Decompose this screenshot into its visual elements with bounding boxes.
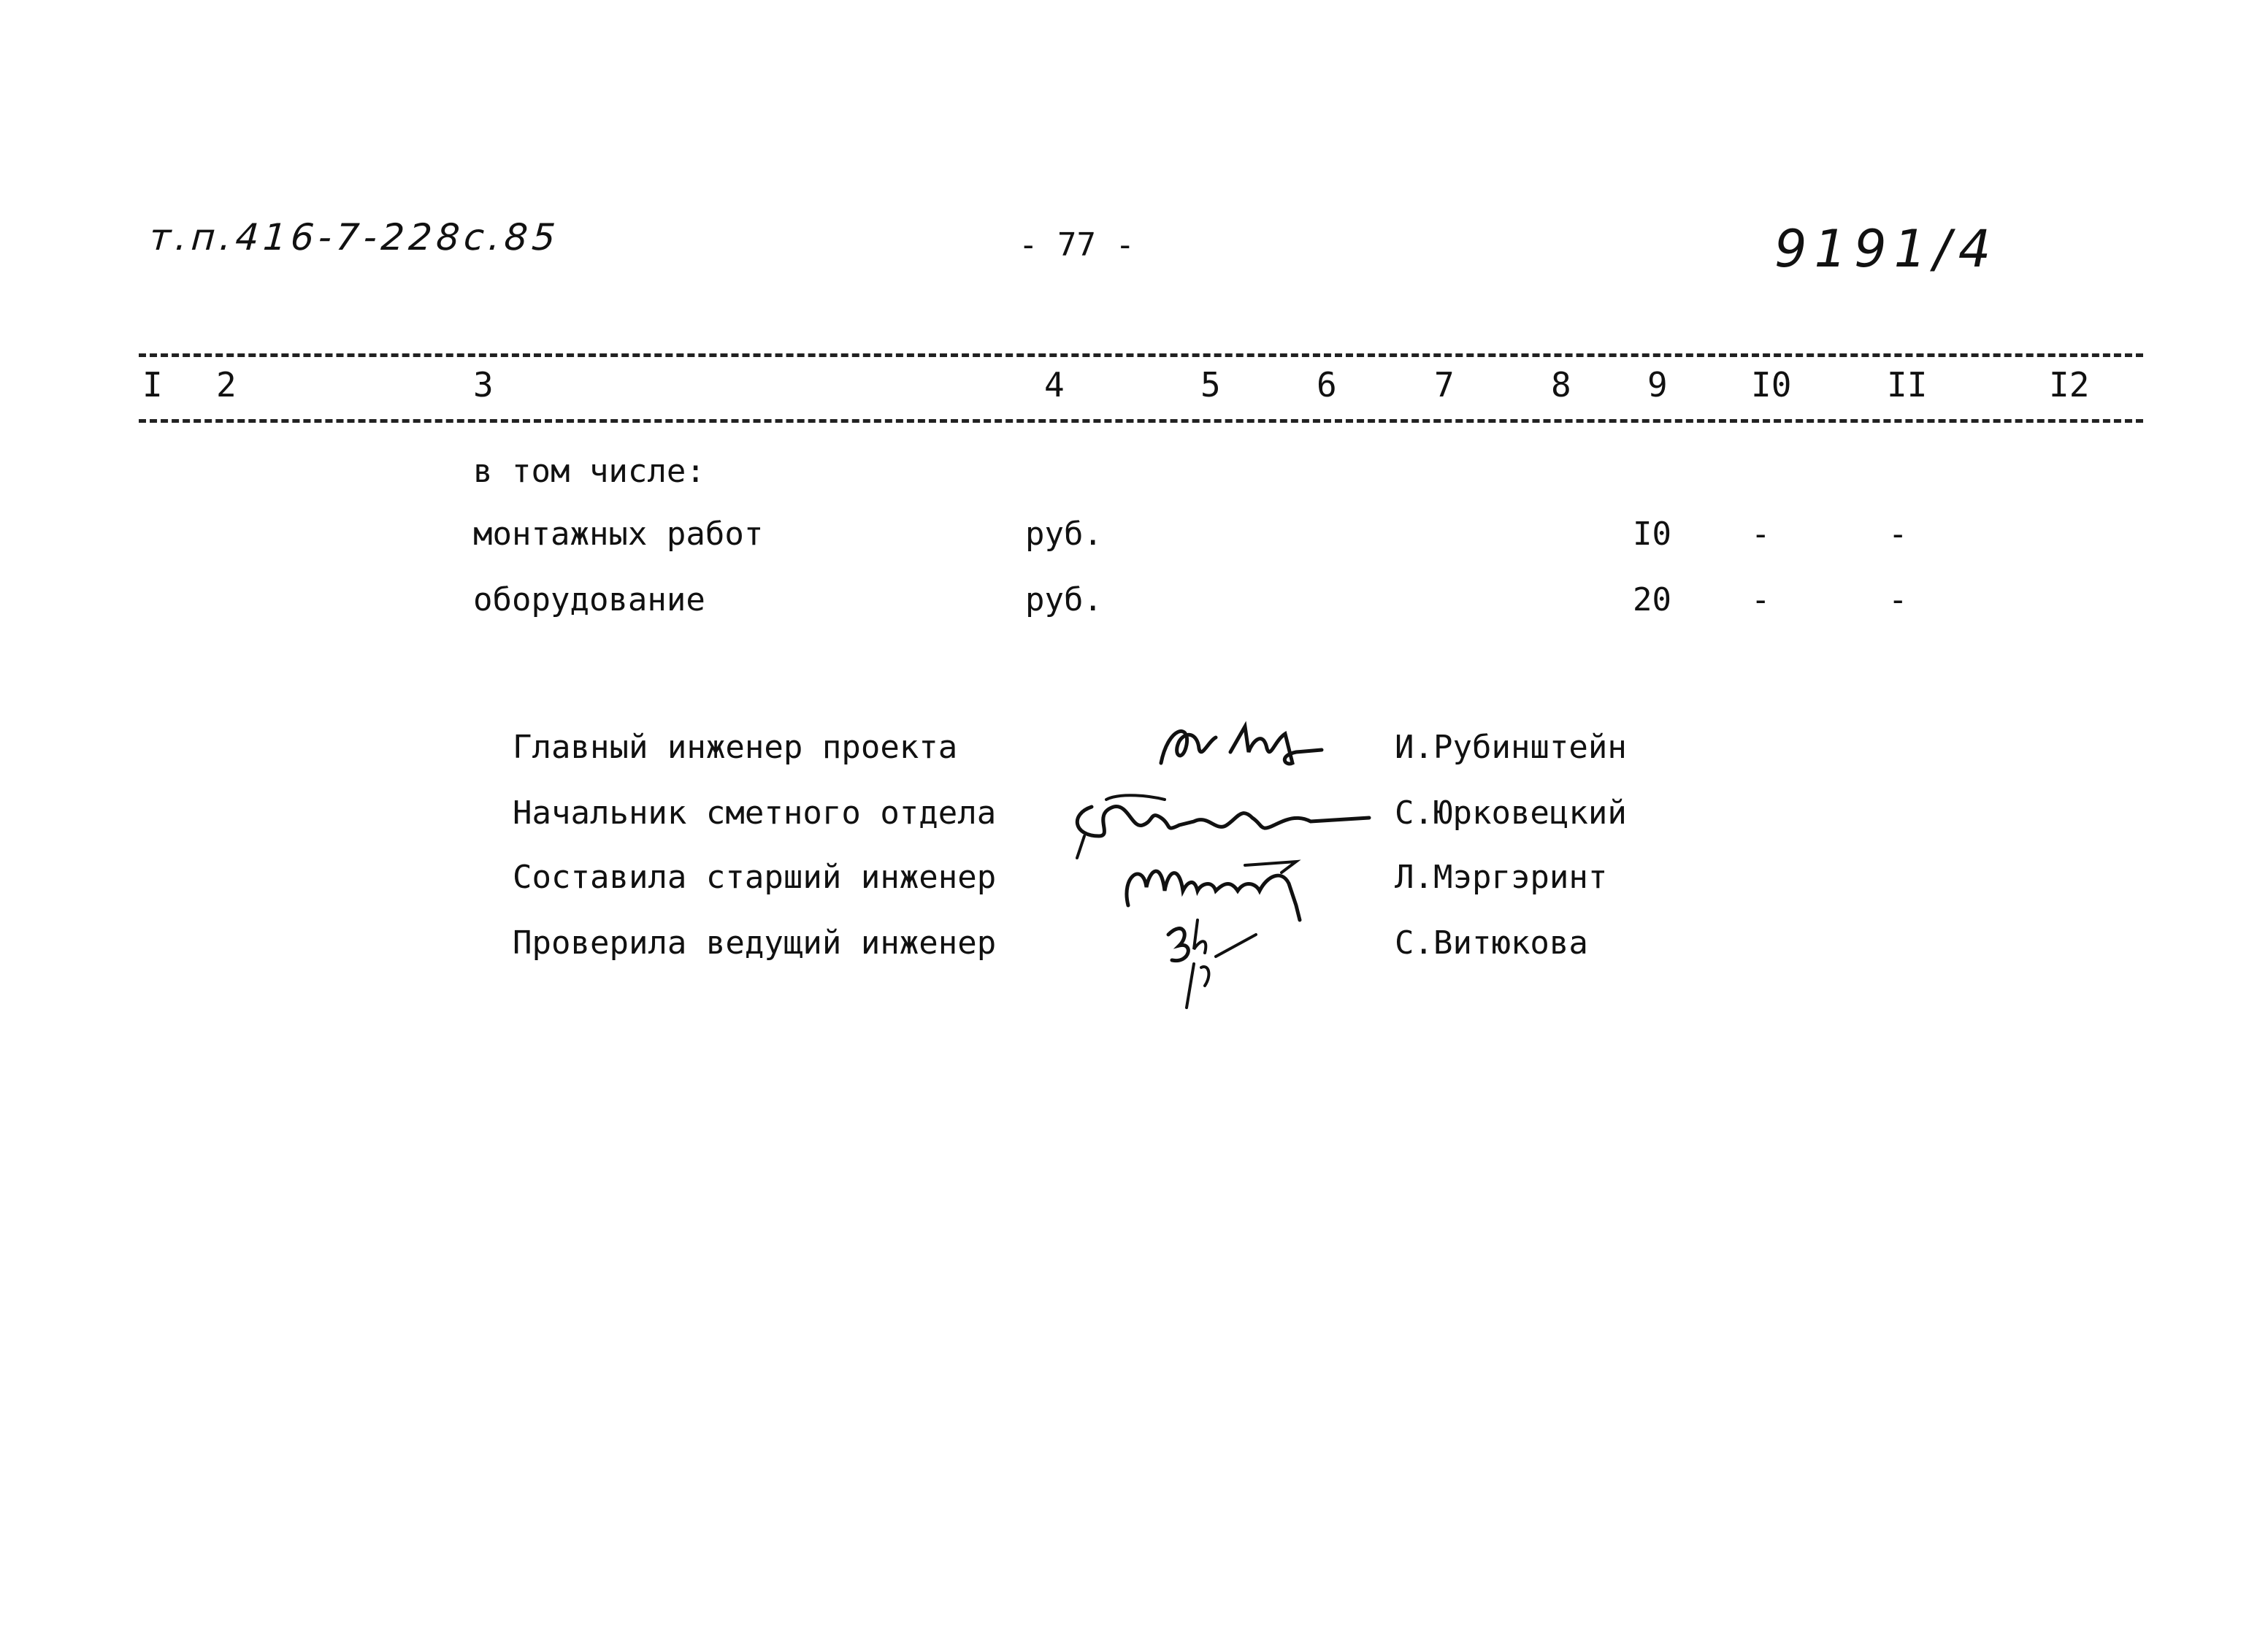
row-col10: - xyxy=(1751,515,1771,553)
column-header-10: I0 xyxy=(1751,365,1792,405)
handwritten-signature xyxy=(1154,905,1300,1015)
column-header-9: 9 xyxy=(1647,365,1668,405)
column-header-12: I2 xyxy=(2049,365,2090,405)
row-col11: - xyxy=(1888,581,1908,618)
document-code: т.п.416-7-228с.85 xyxy=(148,216,562,258)
document-number: 9191/4 xyxy=(1774,219,1999,279)
column-header-1: I xyxy=(142,365,163,405)
column-header-4: 4 xyxy=(1044,365,1065,405)
signatory-name-rubinshtein: И.Рубинштейн xyxy=(1395,729,1627,766)
column-header-11: II xyxy=(1887,365,1928,405)
signatory-name-margarint: Л.Мэргэринт xyxy=(1395,859,1608,896)
signatory-name-yurkovetsky: С.Юрковецкий xyxy=(1395,794,1627,832)
table-header-bottom-rule xyxy=(139,419,2143,423)
subheading-including: в том числе: xyxy=(473,453,705,490)
column-header-7: 7 xyxy=(1434,365,1455,405)
page-number: - 77 - xyxy=(1019,226,1135,264)
signatory-name-vityukova: С.Витюкова xyxy=(1395,924,1588,962)
row-unit: руб. xyxy=(1025,581,1103,618)
row-name: оборудование xyxy=(473,581,705,618)
row-unit: руб. xyxy=(1025,515,1103,553)
column-header-3: 3 xyxy=(473,365,494,405)
signatory-title-chief-engineer: Главный инженер проекта xyxy=(513,729,958,766)
row-col9: 20 xyxy=(1633,581,1671,618)
row-col10: - xyxy=(1751,581,1771,618)
column-header-2: 2 xyxy=(216,365,237,405)
row-col9: I0 xyxy=(1633,515,1671,553)
signatory-title-senior-engineer: Составила старший инженер xyxy=(513,859,997,896)
row-col11: - xyxy=(1888,515,1908,553)
handwritten-signature xyxy=(1146,712,1336,781)
table-top-rule xyxy=(139,353,2143,357)
column-header-8: 8 xyxy=(1551,365,1571,405)
column-header-6: 6 xyxy=(1317,365,1337,405)
row-name: монтажных работ xyxy=(473,515,764,553)
column-header-5: 5 xyxy=(1200,365,1221,405)
signatory-title-lead-engineer: Проверила ведущий инженер xyxy=(513,924,997,962)
signatory-title-head-estimates: Начальник сметного отдела xyxy=(513,794,997,832)
